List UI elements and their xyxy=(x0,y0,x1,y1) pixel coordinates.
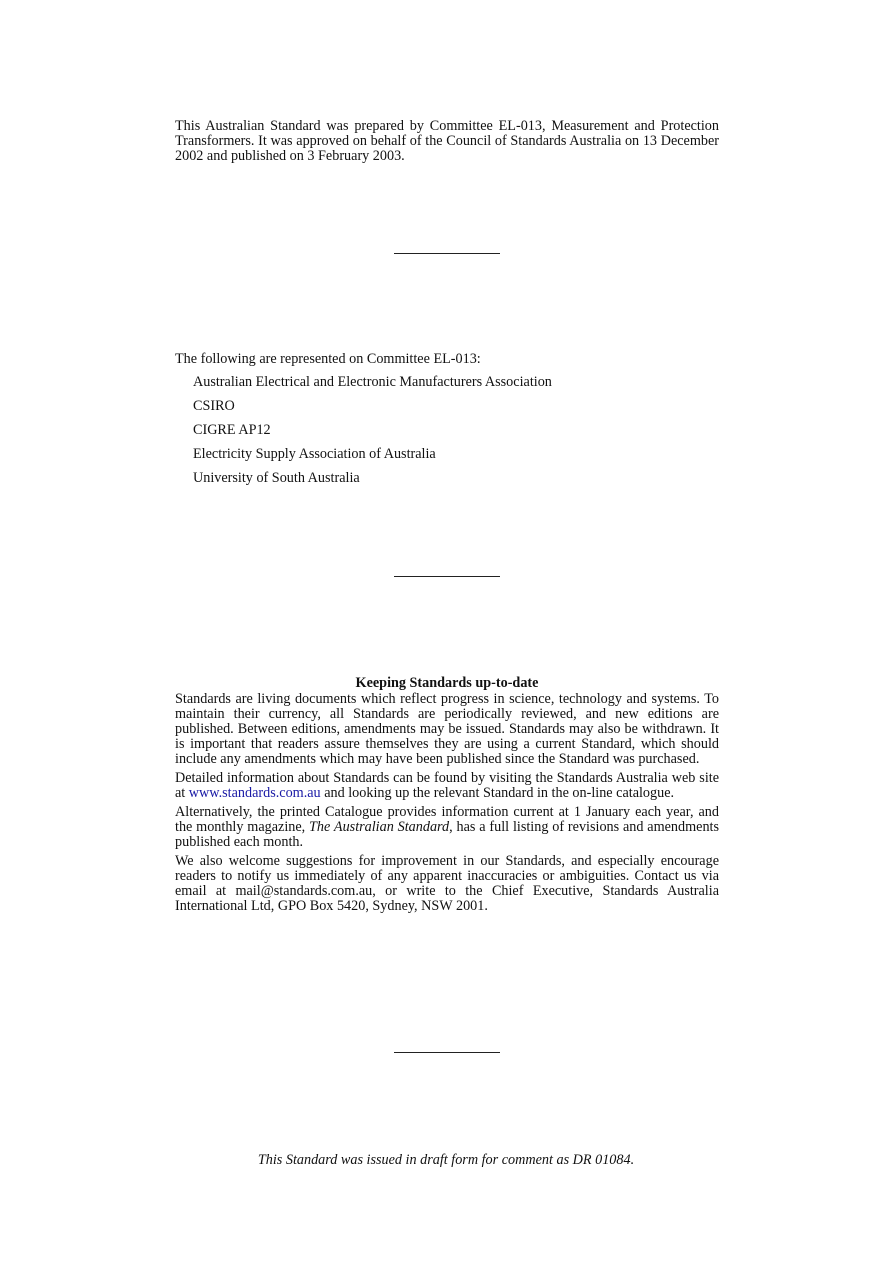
committee-member: Electricity Supply Association of Australia xyxy=(193,446,436,462)
section-divider xyxy=(394,1052,500,1053)
paragraph xyxy=(175,771,719,801)
paragraph: Standards are living documents which reflect progress in science, technology and systems. To maintain their currency, all Standards are periodically reviewed, and new editions are published. Between editions, amendments may be issued. Standards may also be withdrawn. It is important that readers assure themselves they are using a current Standard, which should include any amendments which may have been published since the Standard was purchased. xyxy=(175,691,719,767)
committee-member-list xyxy=(193,374,552,494)
keeping-standards-section xyxy=(175,675,719,918)
website-link[interactable]: www.standards.com.au xyxy=(188,785,321,801)
committee-member: Australian Electrical and Electronic Manufacturers Association xyxy=(193,374,552,390)
paragraph-text: Detailed information about Standards can be found by visiting the Standards Australia web site at xyxy=(175,770,719,801)
intro-paragraph: This Australian Standard was prepared by Committee EL-013, Measurement and Protection Transformers. It was approved on behalf of the Council of Standards Australia on 13 December 2002 and published on 3 February 2003. xyxy=(175,118,719,164)
section-heading: Keeping Standards up-to-date xyxy=(355,675,539,691)
magazine-title: The Australian Standard xyxy=(309,819,450,835)
paragraph-text: Alternatively, the printed Catalogue provides information current at 1 January each year, and the monthly magazine, xyxy=(175,804,719,835)
committee-member: CSIRO xyxy=(193,398,235,414)
section-divider xyxy=(394,576,500,577)
draft-note: This Standard was issued in draft form for comment as DR 01084. xyxy=(257,1152,635,1168)
committee-lead-text: The following are represented on Committee EL-013: xyxy=(175,351,481,367)
committee-member: CIGRE AP12 xyxy=(193,422,271,438)
paragraph xyxy=(175,805,719,850)
paragraph-text: and looking up the relevant Standard in the on-line catalogue. xyxy=(320,785,675,801)
paragraph: We also welcome suggestions for improvement in our Standards, and especially encourage readers to notify us immediately of any apparent inaccuracies or ambiguities. Contact us via email at mail@standards.com.au, or write to the Chief Executive, Standards Australia International Ltd, GPO Box 5420, Sydney, NSW 2001. xyxy=(175,853,719,914)
section-divider xyxy=(394,253,500,254)
paragraph-text: , has a full listing of revisions and amendments published each month. xyxy=(175,819,720,850)
committee-member: University of South Australia xyxy=(193,470,360,486)
